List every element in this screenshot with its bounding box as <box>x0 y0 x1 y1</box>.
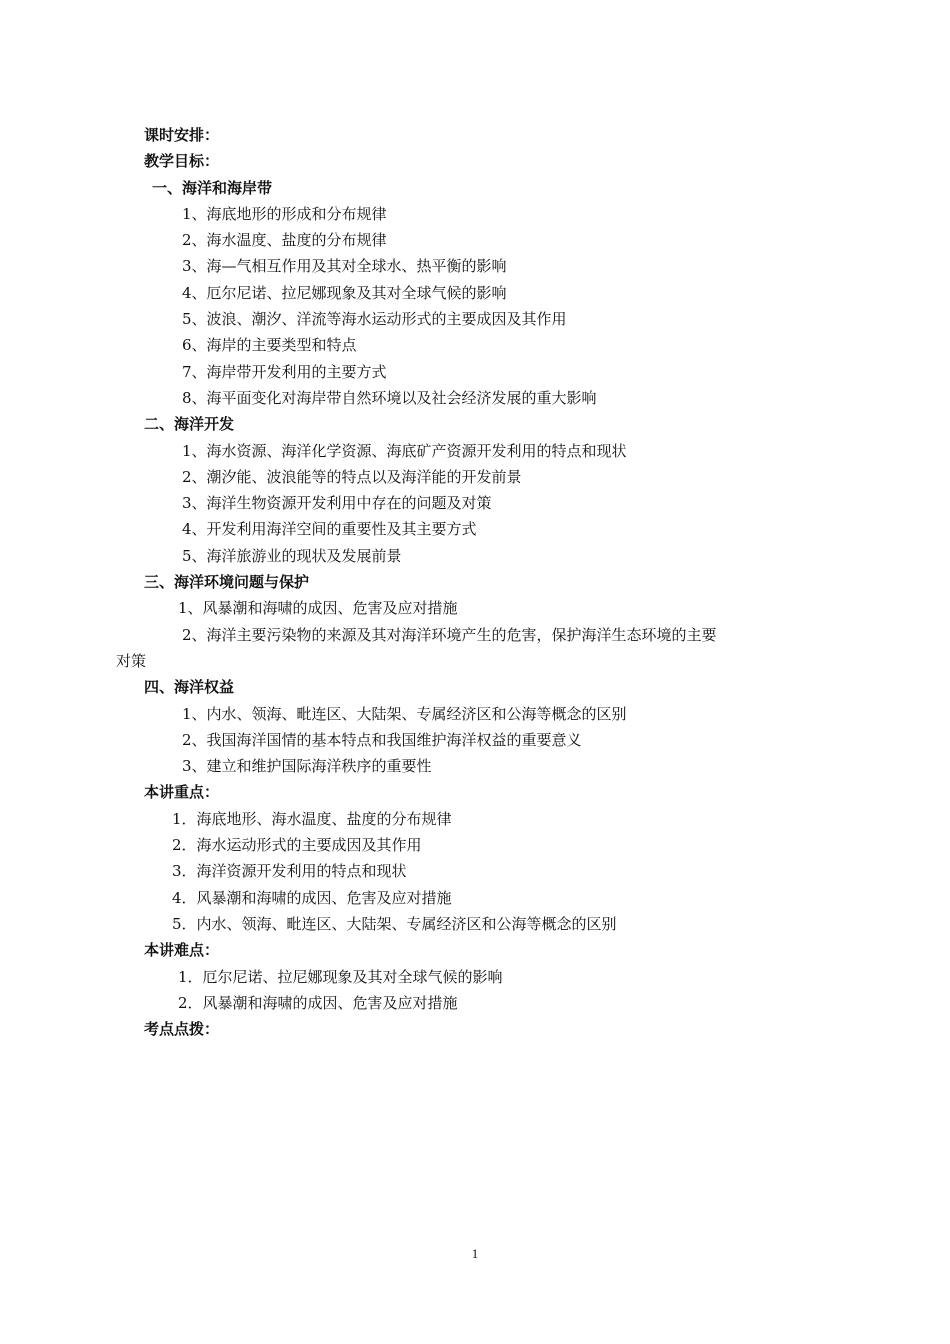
list-item: 7、海岸带开发利用的主要方式 <box>182 362 387 381</box>
list-item: 1、海水资源、海洋化学资源、海底矿产资源开发利用的特点和现状 <box>182 441 627 460</box>
difficult-points-heading: 本讲难点： <box>144 941 220 960</box>
list-item: 8、海平面变化对海岸带自然环境以及社会经济发展的重大影响 <box>182 388 597 407</box>
list-item: 2、潮汐能、波浪能等的特点以及海洋能的开发前景 <box>182 467 522 486</box>
list-item: 3、海—气相互作用及其对全球水、热平衡的影响 <box>182 257 507 276</box>
list-item: 4、开发利用海洋空间的重要性及其主要方式 <box>182 520 477 539</box>
page-number: 1 <box>471 1246 479 1261</box>
list-item-continuation: 对策 <box>116 651 147 670</box>
list-item: 5、波浪、潮汐、洋流等海水运动形式的主要成因及其作用 <box>182 310 567 329</box>
section-title: 四、海洋权益 <box>144 678 235 697</box>
list-item: 1、风暴潮和海啸的成因、危害及应对措施 <box>178 599 458 618</box>
list-item: 3、海洋生物资源开发利用中存在的问题及对策 <box>182 494 492 513</box>
key-points-heading: 本讲重点： <box>144 783 220 802</box>
schedule-heading: 课时安排： <box>144 126 220 144</box>
key-point-item: 3．海洋资源开发利用的特点和现状 <box>172 862 407 881</box>
list-item: 5、海洋旅游业的现状及发展前景 <box>182 546 402 565</box>
list-item: 2、海水温度、盐度的分布规律 <box>182 231 387 250</box>
list-item: 2、我国海洋国情的基本特点和我国维护海洋权益的重要意义 <box>182 730 582 749</box>
difficult-point-item: 1．厄尔尼诺、拉尼娜现象及其对全球气候的影响 <box>178 967 503 986</box>
exam-tips-heading: 考点点拨： <box>144 1020 220 1039</box>
key-point-item: 5．内水、领海、毗连区、大陆架、专属经济区和公海等概念的区别 <box>172 914 617 933</box>
list-item: 3、建立和维护国际海洋秩序的重要性 <box>182 757 432 776</box>
section-title: 三、海洋环境问题与保护 <box>144 573 310 592</box>
list-item: 4、厄尔尼诺、拉尼娜现象及其对全球气候的影响 <box>182 283 507 302</box>
list-item: 1、内水、领海、毗连区、大陆架、专属经济区和公海等概念的区别 <box>182 704 627 723</box>
list-item: 1、海底地形的形成和分布规律 <box>182 204 387 223</box>
section-title: 二、海洋开发 <box>144 415 235 434</box>
key-point-item: 1．海底地形、海水温度、盐度的分布规律 <box>172 809 452 828</box>
difficult-point-item: 2．风暴潮和海啸的成因、危害及应对措施 <box>178 993 458 1012</box>
key-point-item: 2．海水运动形式的主要成因及其作用 <box>172 836 422 855</box>
list-item: 2、海洋主要污染物的来源及其对海洋环境产生的危害，保护海洋生态环境的主要 <box>182 625 717 644</box>
section-title: 一、海洋和海岸带 <box>152 178 273 197</box>
list-item: 6、海岸的主要类型和特点 <box>182 336 357 355</box>
key-point-item: 4．风暴潮和海啸的成因、危害及应对措施 <box>172 888 452 907</box>
objectives-heading: 教学目标： <box>144 152 220 171</box>
document-body <box>116 122 824 1042</box>
